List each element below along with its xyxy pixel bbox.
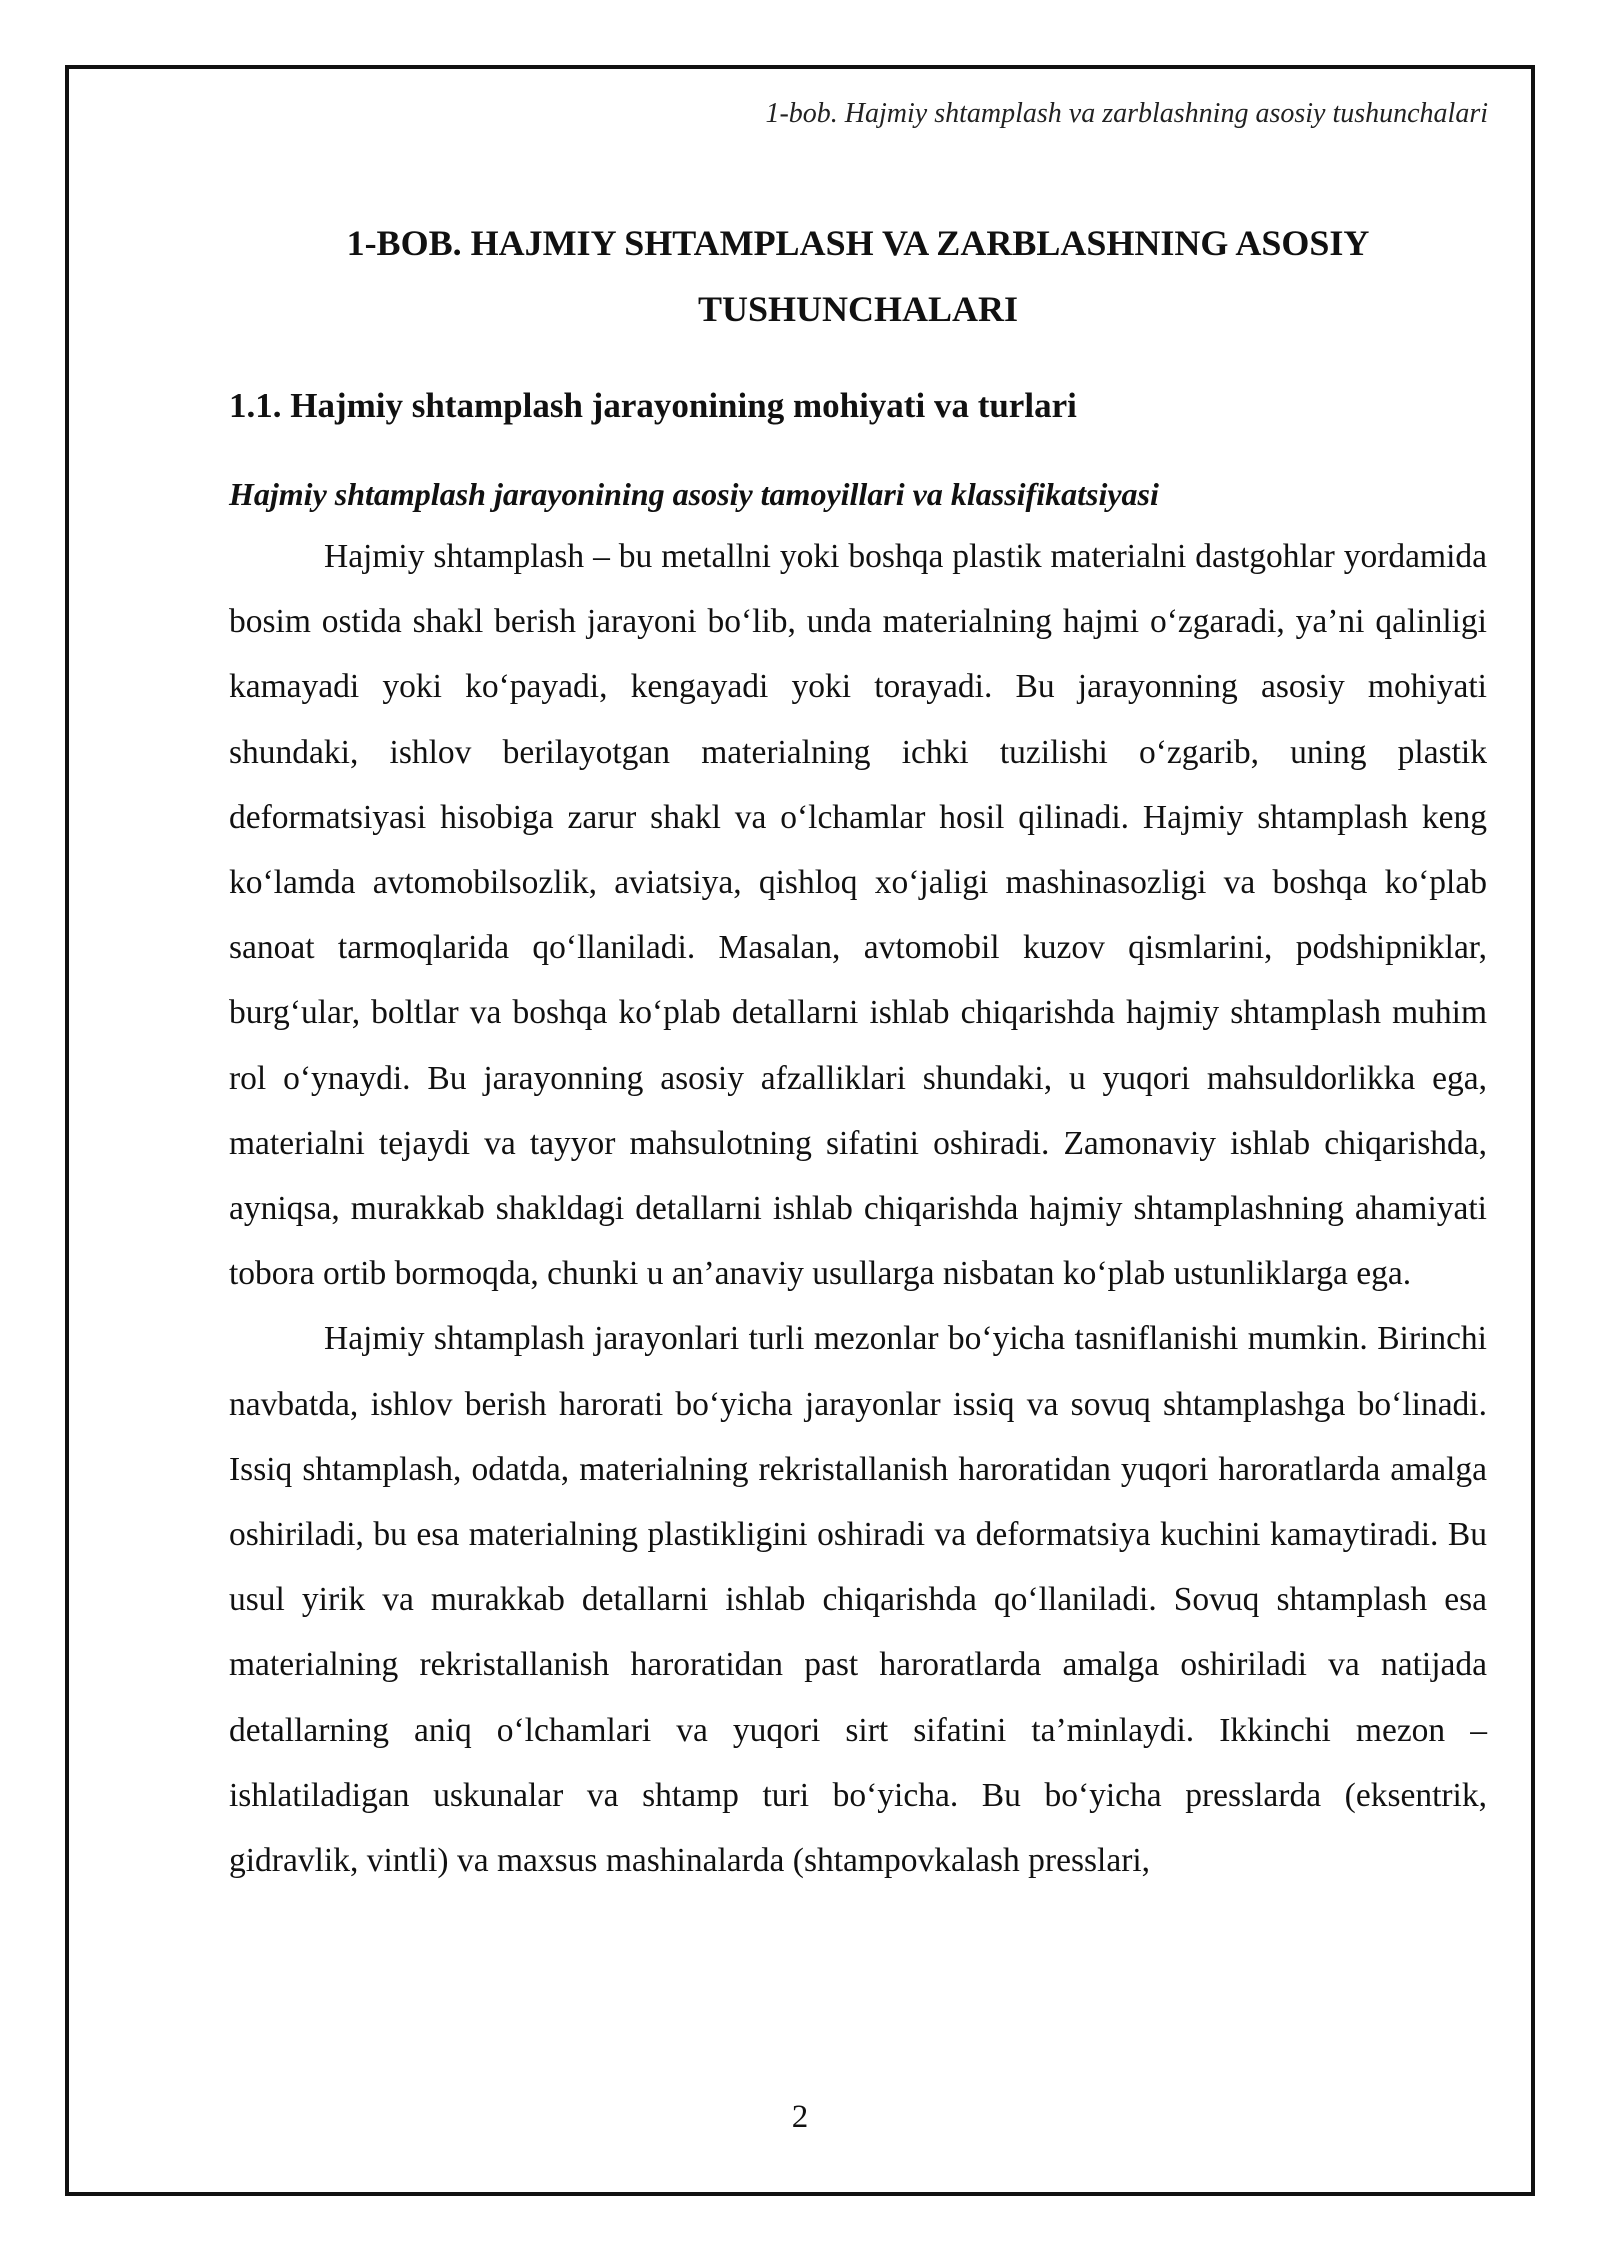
page-content xyxy=(229,210,1487,1893)
body-paragraph: Hajmiy shtamplash – bu metallni yoki boshqa plastik materialni dastgohlar yordamida bosim ostida shakl berish jarayoni bo‘lib, unda materialning hajmi o‘zgaradi, ya’ni qalinligi kamayadi yoki ko‘payadi, kengayadi yoki torayadi. Bu jarayonning asosiy mohiyati shundaki, ishlov berilayotgan materialning ichki tuzilishi o‘zgarib, uning plastik deformatsiyasi hisobiga zarur shakl va o‘lchamlar hosil qilinadi. Hajmiy shtamplash keng ko‘lamda avtomobilsozlik, aviatsiya, qishloq xo‘jaligi mashinasozligi va boshqa ko‘plab sanoat tarmoqlarida qo‘llaniladi. Masalan, avtomobil kuzov qismlarini, podshipniklar, burg‘ular, boltlar va boshqa ko‘plab detallarni ishlab chiqarishda hajmiy shtamplash muhim rol o‘ynaydi. Bu jarayonning asosiy afzalliklari shundaki, u yuqori mahsuldorlikka ega, materialni tejaydi va tayyor mahsulotning sifatini oshiradi. Zamonaviy ishlab chiqarishda, ayniqsa, murakkab shakldagi detallarni ishlab chiqarishda hajmiy shtamplashning ahamiyati tobora ortib bormoqda, chunki u an’anaviy usullarga nisbatan ko‘plab ustunliklarga ega. xyxy=(229,538,1487,1293)
body-paragraph: Hajmiy shtamplash jarayonlari turli mezonlar bo‘yicha tasniflanishi mumkin. Birinchi navbatda, ishlov berish harorati bo‘yicha jarayonlar issiq va sovuq shtamplashga bo‘linadi. Issiq shtamplash, odatda, materialning rekristallanish haroratidan yuqori haroratlarda amalga oshiriladi, bu esa materialning plastikligini oshiradi va deformatsiya kuchini kamaytiradi. Bu usul yirik va murakkab detallarni ishlab chiqarishda qo‘llaniladi. Sovuq shtamplash esa materialning rekristallanish haroratidan past haroratlarda amalga oshiriladi va natijada detallarning aniq o‘lchamlari va yuqori sirt sifatini ta’minlaydi. Ikkinchi mezon – ishlatiladigan uskunalar va shtamp turi bo‘yicha. Bu bo‘yicha presslarda (eksentrik, gidravlik, vintli) va maxsus mashinalarda (shtampovkalash presslari, xyxy=(229,1320,1487,1880)
running-header: 1-bob. Hajmiy shtamplash va zarblashning asosiy tushunchalari xyxy=(765,98,1488,129)
section-title: 1.1. Hajmiy shtamplash jarayonining mohiyati va turlari xyxy=(229,386,1077,425)
subsection-title: Hajmiy shtamplash jarayonining asosiy tamoyillari va klassifikatsiyasi xyxy=(229,476,1159,512)
page-number: 2 xyxy=(791,2099,809,2135)
chapter-title: 1-BOB. HAJMIY SHTAMPLASH VA ZARBLASHNING ASOSIY TUSHUNCHALARI xyxy=(346,223,1370,329)
